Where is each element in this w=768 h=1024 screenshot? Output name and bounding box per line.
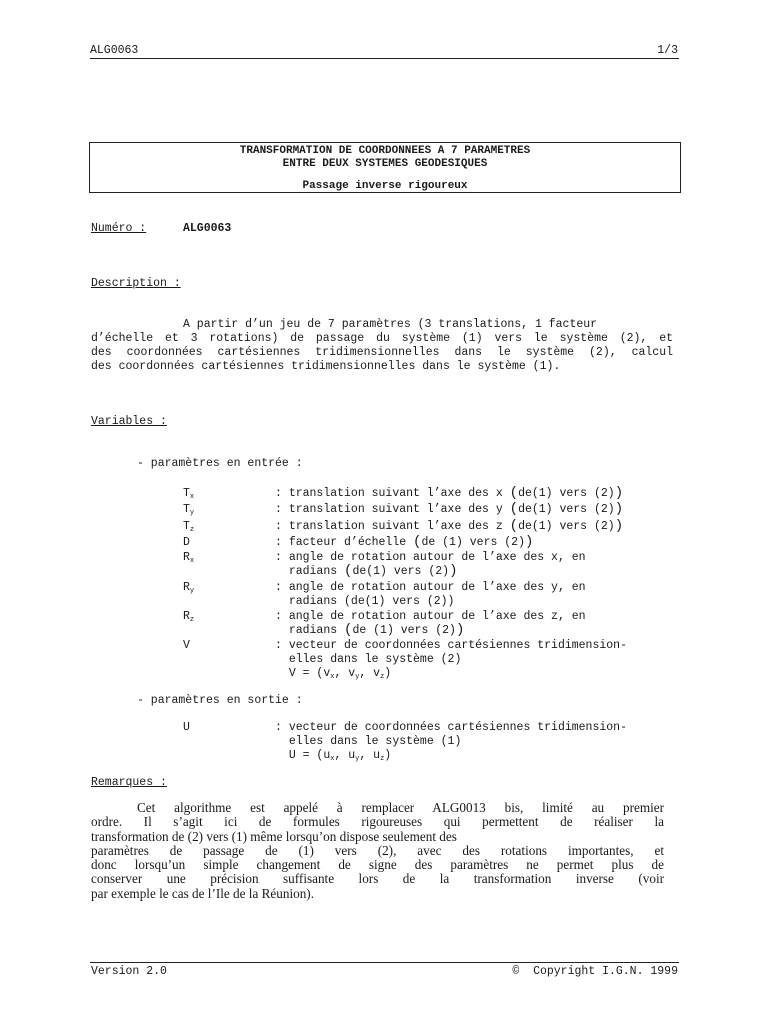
title-line-3: Passage inverse rigoureux [302, 180, 468, 192]
vector-formula: $V = (v_x$, $v_y$, $v_z$) [288, 667, 392, 681]
param-subscript: y [189, 509, 195, 517]
param-description: elles dans le système (1) [288, 735, 462, 748]
title-line-1: TRANSFORMATION DE COORDONNEES A 7 PARAMETRES [239, 145, 531, 157]
param-subscript: x [189, 557, 195, 565]
remarques-line: transformation de (2) vers (1) même lorsqu’on dispose seulement des [91, 828, 457, 844]
param-symbol: R [183, 610, 190, 623]
outputs-label: - paramètres en sortie : [137, 694, 303, 707]
param-unit: radians [288, 565, 338, 578]
param-direction: de(1) vers (2) [518, 520, 615, 533]
vector-formula: $U = (u_x$, $u_y$, $u_z$) [288, 749, 392, 763]
param-symbol: R [183, 581, 190, 594]
param-subscript: y [189, 587, 195, 595]
param-description: vecteur de coordonnées cartésiennes tridimension- [288, 639, 627, 652]
param-direction: de(1) vers (2) [352, 565, 450, 578]
param-description: translation suivant l’axe des x [288, 487, 503, 500]
remarques-line: paramètres de passage de (1) vers (2), avec des rotations importantes, et [91, 842, 664, 858]
param-subscript: z [189, 526, 195, 534]
param-description: vecteur de coordonnées cartésiennes tridimension- [288, 721, 627, 734]
copyright-symbol: © [512, 965, 520, 978]
numero-label: Numéro : [91, 222, 147, 235]
param-description: angle de rotation autour de l’axe des y, en [288, 581, 586, 594]
doc-id-header: ALG0063 [90, 44, 139, 57]
remarques-line: conserver une précision suffisante lors de la transformation inverse (voir [91, 871, 664, 887]
remarques-line: ordre. Il s’agit ici de formules rigoureuses qui permettent de réaliser la [91, 814, 664, 830]
param-symbol: U [183, 721, 190, 734]
param-symbol: T [183, 520, 190, 533]
param-description: translation suivant l’axe des y [288, 503, 503, 516]
param-description: angle de rotation autour de l’axe des z, en [288, 610, 586, 623]
remarques-heading: Remarques : [91, 776, 167, 789]
param-description: elles dans le système (2) [288, 653, 462, 666]
copyright-notice [512, 965, 678, 978]
copyright-text: Copyright I.G.N. 1999 [533, 965, 678, 978]
param-description: angle de rotation autour de l’axe des x, en [288, 551, 586, 564]
param-direction: de(1) vers (2) [518, 487, 615, 500]
title-box [89, 142, 681, 193]
version-label: Version 2.0 [91, 965, 167, 978]
remarques-line: par exemple le cas de l’Ile de la Réunion). [91, 885, 314, 901]
param-subscript: z [189, 616, 195, 624]
param-subscript: x [189, 493, 195, 501]
inputs-label: - paramètres en entrée : [137, 457, 303, 470]
param-description: translation suivant l’axe des z [288, 520, 503, 533]
footer-rule [90, 962, 679, 963]
description-line: d’échelle et 3 rotations) de passage du système (1) vers le système (2), et [91, 332, 673, 345]
param-symbol: T [183, 487, 190, 500]
param-description: facteur d’échelle [288, 536, 407, 549]
param-direction: de(1) vers (2) [518, 503, 615, 516]
description-heading: Description : [91, 277, 181, 290]
description-line: des coordonnées cartésiennes tridimensionnelles dans le système (2), calcul [91, 346, 673, 359]
param-unit: radians [288, 624, 338, 637]
param-symbol: D [183, 536, 190, 549]
variables-heading: Variables : [91, 415, 167, 428]
remarques-text [91, 801, 664, 901]
param-unit: radians (de(1) vers (2)) [288, 595, 455, 608]
remarques-line: donc lorsqu’un simple changement de signe des paramètres ne permet plus de [91, 857, 664, 873]
param-direction: de (1) vers (2) [352, 624, 456, 637]
page-number: 1/3 [657, 44, 678, 57]
param-symbol: T [183, 503, 190, 516]
param-symbol: R [183, 551, 190, 564]
remarques-line: Cet algorithme est appelé à remplacer ALG0013 bis, limité au premier [137, 800, 664, 815]
description-line: des coordonnées cartésiennes tridimensionnelles dans le système (1). [91, 360, 561, 373]
param-direction: de (1) vers (2) [421, 536, 525, 549]
header-rule [90, 58, 679, 59]
param-symbol: V [183, 639, 190, 652]
numero-value: ALG0063 [183, 222, 232, 235]
title-line-2: ENTRE DEUX SYSTEMES GEODESIQUES [282, 158, 488, 170]
description-line: A partir d’un jeu de 7 paramètres (3 translations, 1 facteur [183, 318, 598, 331]
description-text [91, 318, 673, 374]
